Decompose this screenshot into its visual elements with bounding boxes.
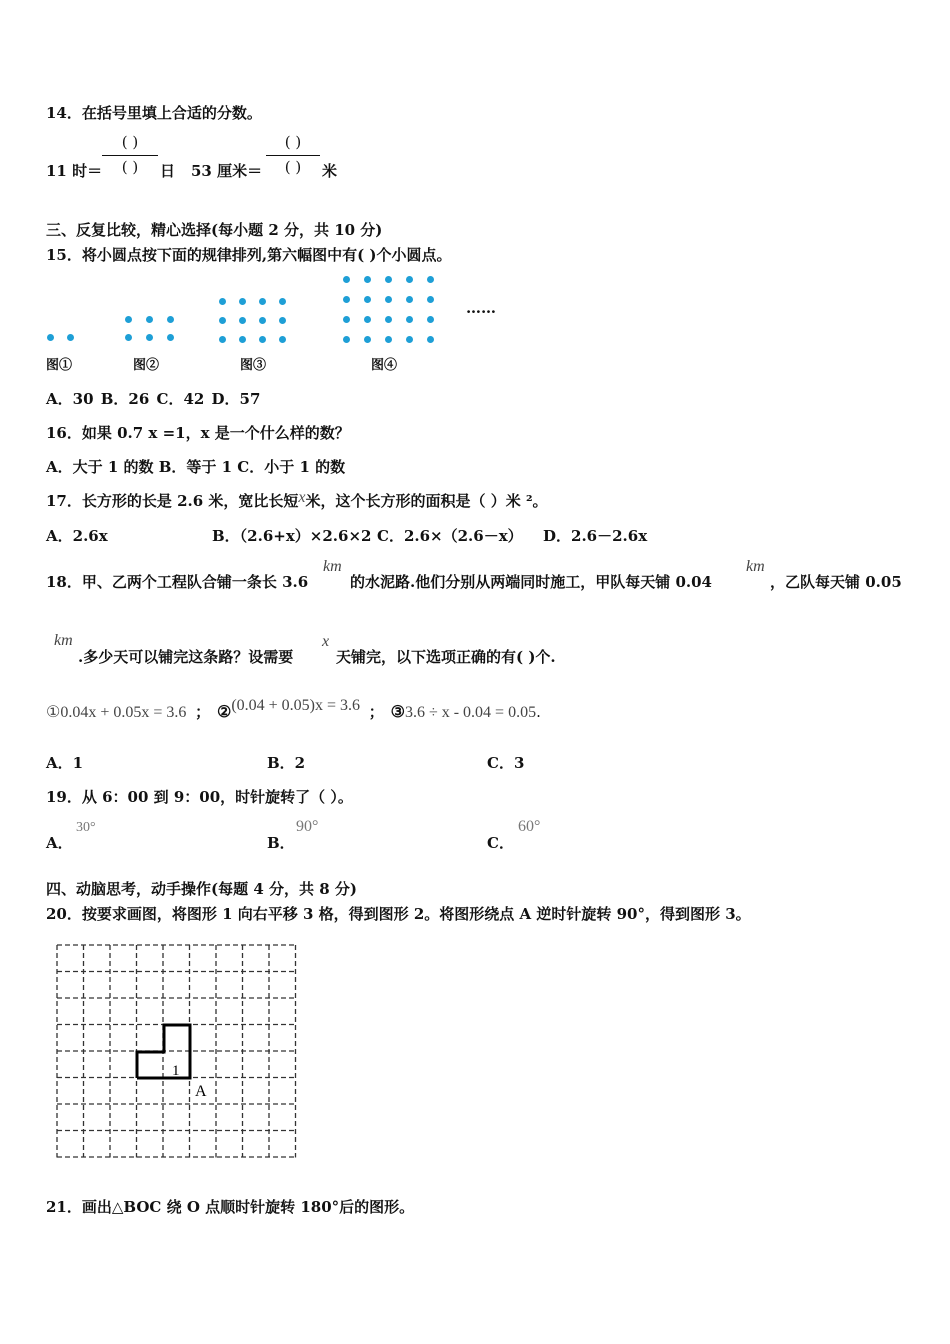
- q18-line2-b: 天铺完，以下选项正确的有( )个.: [336, 648, 556, 666]
- q14-right-unit: 米: [322, 162, 338, 180]
- eq1-marker: ①: [46, 704, 61, 721]
- q14-left-unit: 日: [160, 162, 176, 180]
- pattern-dot: [364, 336, 371, 343]
- pattern-dot: [146, 334, 153, 341]
- pattern-dot: [364, 276, 371, 283]
- q18-option-c[interactable]: C．3: [487, 754, 525, 772]
- q18-option-a[interactable]: A．1: [46, 754, 84, 772]
- pattern-dot: [385, 296, 392, 303]
- q19-option-b[interactable]: B．: [267, 834, 295, 852]
- pattern-dot: [146, 316, 153, 323]
- figure-label-1: 图①: [46, 358, 73, 373]
- pattern-dot: [364, 296, 371, 303]
- pattern-dot: [385, 336, 392, 343]
- q18-equations: [46, 697, 541, 722]
- eq2-marker: ②: [216, 702, 232, 721]
- q18-line1-b: 的水泥路.他们分别从两端同时施工，甲队每天铺 0.04: [350, 573, 712, 591]
- pattern-dot: [364, 316, 371, 323]
- q20-title: 20．按要求画图，将图形 1 向右平移 3 格，得到图形 2。将图形绕点 A 逆时针旋转 90°，得到图形 3。: [46, 905, 751, 923]
- q19-value-a: 30°: [76, 820, 96, 835]
- pattern-dot: [279, 336, 286, 343]
- q17-option-c[interactable]: C．2.6×（2.6－x）: [377, 527, 523, 545]
- q14-left-prefix: 11 时＝: [46, 162, 103, 180]
- pattern-dot: [343, 336, 350, 343]
- pattern-dot: [167, 334, 174, 341]
- q17-title-part-b: 米，这个长方形的面积是（ ）米 ²。: [305, 492, 548, 510]
- q16-options[interactable]: A．大于 1 的数 B．等于 1 C．小于 1 的数: [46, 458, 346, 476]
- pattern-dot: [167, 316, 174, 323]
- numerator-blank[interactable]: ( ): [284, 133, 302, 151]
- q17-title-part-a: 17．长方形的长是 2.6 米，宽比长短: [46, 492, 299, 510]
- pattern-dot: [406, 336, 413, 343]
- pattern-dot: [125, 334, 132, 341]
- q14-fraction-2: [266, 133, 320, 180]
- denominator-blank[interactable]: ( ): [121, 158, 139, 176]
- figure-label-3: 图③: [240, 358, 267, 373]
- end-period: .: [536, 703, 541, 721]
- q19-option-a[interactable]: A．: [46, 834, 73, 852]
- q18-line1-a: 18．甲、乙两个工程队合铺一条长 3.6: [46, 573, 309, 591]
- q19-option-c[interactable]: C．: [487, 834, 514, 852]
- pattern-dot: [385, 316, 392, 323]
- eq3-marker: ③: [390, 702, 405, 721]
- pattern-dot: [427, 276, 434, 283]
- pattern-dot: [406, 296, 413, 303]
- pattern-dot: [343, 316, 350, 323]
- unit-km: km: [746, 558, 765, 575]
- q17-option-a[interactable]: A．2.6x: [46, 527, 108, 545]
- pattern-dot: [219, 317, 226, 324]
- pattern-dot: [125, 316, 132, 323]
- figure-label-2: 图②: [133, 358, 160, 373]
- pattern-dot: [279, 317, 286, 324]
- q16-title: 16．如果 0.7 x =1，x 是一个什么样的数？: [46, 424, 350, 442]
- pattern-dot: [47, 334, 54, 341]
- q15-options[interactable]: A．30 B．26 C．42 D．57: [46, 390, 261, 408]
- separator: ；: [195, 703, 211, 721]
- q17-option-b[interactable]: B．（2.6+x）×2.6×2: [212, 527, 372, 545]
- q14-title: 14．在括号里填上合适的分数。: [46, 104, 262, 122]
- separator: ；: [368, 703, 384, 721]
- variable-x: x: [322, 633, 330, 650]
- unit-km: km: [54, 632, 73, 649]
- q14-right-prefix: 53 厘米＝: [191, 162, 263, 180]
- pattern-dot: [343, 296, 350, 303]
- pattern-dot: [343, 276, 350, 283]
- q18-option-b[interactable]: B．2: [267, 754, 306, 772]
- q14-fraction-1: [102, 133, 158, 180]
- pattern-dot: [406, 276, 413, 283]
- variable-x: x: [298, 489, 306, 506]
- shape-1-outline: [137, 1025, 190, 1078]
- equation-2: (0.04 + 0.05)x = 3.6: [231, 697, 361, 714]
- unit-km: km: [323, 558, 342, 575]
- point-a-label: A: [195, 1083, 207, 1100]
- figure-label-4: 图④: [371, 358, 398, 373]
- q15-title: 15．将小圆点按下面的规律排列,第六幅图中有( )个小圆点。: [46, 246, 452, 264]
- section-3-heading: 三、反复比较，精心选择(每小题 2 分，共 10 分): [46, 221, 383, 239]
- pattern-dot: [427, 336, 434, 343]
- section-4-heading: 四、动脑思考，动手操作(每题 4 分，共 8 分): [46, 880, 357, 898]
- numerator-blank[interactable]: ( ): [121, 133, 139, 151]
- pattern-dot: [239, 298, 246, 305]
- pattern-dot: [219, 298, 226, 305]
- pattern-dot: [427, 296, 434, 303]
- q21-title: 21．画出△BOC 绕 O 点顺时针旋转 180°后的图形。: [46, 1198, 415, 1216]
- pattern-dot: [279, 298, 286, 305]
- q17-option-d[interactable]: D．2.6－2.6x: [543, 527, 648, 545]
- q17-title: [46, 490, 548, 511]
- q18-line2-a: .多少天可以铺完这条路？设需要: [78, 648, 294, 666]
- pattern-dot: [427, 316, 434, 323]
- pattern-dot: [406, 316, 413, 323]
- pattern-dot: [239, 336, 246, 343]
- q19-value-b: 90°: [296, 818, 319, 835]
- equation-1: 0.04x + 0.05x = 3.6: [60, 704, 187, 721]
- shape-1-label: 1: [172, 1063, 180, 1079]
- pattern-dot: [219, 336, 226, 343]
- pattern-dot: [67, 334, 74, 341]
- q20-grid-figure[interactable]: [50, 938, 306, 1166]
- q19-title: 19．从 6：00 到 9：00，时针旋转了（ ）。: [46, 788, 353, 806]
- pattern-dot: [259, 336, 266, 343]
- denominator-blank[interactable]: ( ): [284, 158, 302, 176]
- q19-value-c: 60°: [518, 818, 541, 835]
- pattern-dot: [385, 276, 392, 283]
- pattern-dot: [239, 317, 246, 324]
- q18-line1-c: ，乙队每天铺 0.05: [770, 573, 902, 591]
- pattern-ellipsis: ……: [466, 299, 496, 317]
- equation-3: 3.6 ÷ x - 0.04 = 0.05: [404, 704, 537, 721]
- dashed-grid: [57, 945, 296, 1166]
- pattern-dot: [259, 317, 266, 324]
- pattern-dot: [259, 298, 266, 305]
